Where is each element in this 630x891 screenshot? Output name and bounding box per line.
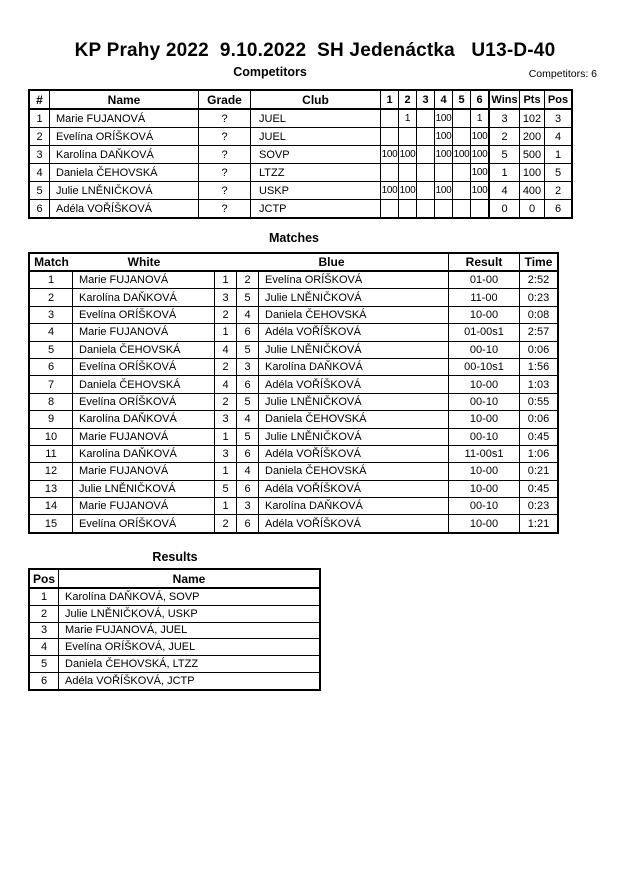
pts-cell: 0 <box>520 200 545 217</box>
pos-cell: 3 <box>554 112 562 125</box>
white-player-name: Evelína ORÍŠKOVÁ <box>73 394 215 410</box>
competitor-grade: ? <box>199 164 251 181</box>
round-6-score <box>471 200 490 217</box>
result-player-name: Marie FUJANOVÁ, JUEL <box>65 624 188 637</box>
result-row <box>30 656 319 673</box>
match-row <box>30 359 557 376</box>
blue-player-seed: 6 <box>237 481 259 497</box>
competitor-row <box>30 128 571 146</box>
round-6-score: 100 <box>471 164 490 181</box>
match-result: 00-10 <box>449 498 520 514</box>
competitor-row <box>30 200 571 217</box>
competitor-grade: ? <box>199 128 251 145</box>
white-player-seed: 3 <box>215 289 237 305</box>
result-position: 1 <box>30 589 59 605</box>
white-player-name: Marie FUJANOVÁ <box>73 272 215 288</box>
section-heading-results: Results <box>152 550 198 564</box>
competitor-name: Karolína DAŇKOVÁ <box>50 146 199 163</box>
match-number: 14 <box>30 498 73 514</box>
round-5-score <box>453 110 471 127</box>
match-result: 00-10 <box>449 342 520 358</box>
competitor-grade: ? <box>199 200 251 217</box>
white-player-seed: 2 <box>215 515 237 531</box>
match-row <box>30 307 557 324</box>
column-header-grade: Grade <box>199 91 251 108</box>
match-number: 10 <box>30 429 73 445</box>
white-player-name: Karolína DAŇKOVÁ <box>73 289 215 305</box>
white-player-seed: 3 <box>215 446 237 462</box>
match-row <box>30 515 557 531</box>
wins-cell: 2 <box>490 128 520 145</box>
white-player-seed: 2 <box>215 307 237 323</box>
column-header-round-1: 1 <box>381 91 399 108</box>
column-header-club: Club <box>251 91 381 108</box>
white-player-seed: 1 <box>215 272 237 288</box>
blue-player-name: Evelína ORÍŠKOVÁ <box>259 272 449 288</box>
white-player-seed: 1 <box>215 498 237 514</box>
competitor-number: 5 <box>30 182 50 199</box>
match-number: 15 <box>30 515 73 531</box>
competitor-name: Daniela ČEHOVSKÁ <box>50 164 199 181</box>
match-time: 0:06 <box>527 413 550 426</box>
match-number: 4 <box>30 324 73 340</box>
round-3-score <box>417 110 435 127</box>
blue-player-seed: 3 <box>237 498 259 514</box>
blue-player-name: Julie LNĚNIČKOVÁ <box>259 289 449 305</box>
match-result: 00-10 <box>449 394 520 410</box>
blue-player-seed: 6 <box>237 376 259 392</box>
match-result: 11-00s1 <box>449 446 520 462</box>
round-4-score: 100 <box>435 128 453 145</box>
round-3-score <box>417 164 435 181</box>
blue-player-name: Daniela ČEHOVSKÁ <box>259 307 449 323</box>
round-5-score <box>453 128 471 145</box>
match-result: 01-00 <box>449 272 520 288</box>
white-player-name: Evelína ORÍŠKOVÁ <box>73 359 215 375</box>
round-1-score: 100 <box>381 182 399 199</box>
match-time: 2:57 <box>527 326 550 339</box>
competitor-number: 6 <box>30 200 50 217</box>
column-header-result: Result <box>449 254 520 270</box>
round-5-score <box>453 200 471 217</box>
page-title: KP Prahy 2022 9.10.2022 SH Jedenáctka U13-D-40 <box>74 40 556 61</box>
column-header-number: # <box>30 91 50 108</box>
round-6-score: 100 <box>471 128 490 145</box>
match-number: 5 <box>30 342 73 358</box>
competitor-club: SOVP <box>251 146 381 163</box>
blue-player-name: Adéla VOŘÍŠKOVÁ <box>259 376 449 392</box>
competitor-club: JCTP <box>251 200 381 217</box>
match-number: 3 <box>30 307 73 323</box>
pos-cell: 2 <box>554 184 562 197</box>
matches-table <box>28 252 559 534</box>
match-result: 10-00 <box>449 481 520 497</box>
round-5-score <box>453 164 471 181</box>
match-number: 9 <box>30 411 73 427</box>
section-heading-matches: Matches <box>268 231 320 245</box>
white-player-name: Daniela ČEHOVSKÁ <box>73 376 215 392</box>
match-result: 01-00s1 <box>449 324 520 340</box>
pts-cell: 400 <box>520 182 545 199</box>
result-position: 6 <box>30 673 59 689</box>
match-time: 0:55 <box>527 395 550 408</box>
wins-cell: 0 <box>490 200 520 217</box>
round-5-score <box>453 182 471 199</box>
blue-player-name: Daniela ČEHOVSKÁ <box>259 463 449 479</box>
column-header-result-pos: Pos <box>30 570 59 587</box>
match-time: 0:06 <box>527 343 550 356</box>
pos-cell: 1 <box>554 148 562 161</box>
round-6-score: 100 <box>471 146 490 163</box>
blue-player-name: Adéla VOŘÍŠKOVÁ <box>259 446 449 462</box>
column-header-round-6: 6 <box>471 91 490 108</box>
blue-player-name: Adéla VOŘÍŠKOVÁ <box>259 481 449 497</box>
blue-player-seed: 5 <box>237 289 259 305</box>
match-result: 10-00 <box>449 411 520 427</box>
white-player-seed: 5 <box>215 481 237 497</box>
match-result: 10-00 <box>449 376 520 392</box>
blue-player-seed: 2 <box>237 272 259 288</box>
round-4-score <box>435 164 453 181</box>
round-3-score <box>417 146 435 163</box>
white-player-seed: 4 <box>215 376 237 392</box>
match-time: 0:23 <box>527 291 550 304</box>
competitor-name: Adéla VOŘÍŠKOVÁ <box>50 200 199 217</box>
match-time: 1:56 <box>527 361 550 374</box>
match-row <box>30 498 557 515</box>
result-row <box>30 639 319 656</box>
match-time: 1:06 <box>527 448 550 461</box>
blue-player-seed: 6 <box>237 515 259 531</box>
round-3-score <box>417 200 435 217</box>
competitor-name: Evelína ORÍŠKOVÁ <box>50 128 199 145</box>
competitor-grade: ? <box>199 182 251 199</box>
round-1-score <box>381 128 399 145</box>
competitor-club: LTZZ <box>251 164 381 181</box>
white-player-name: Evelína ORÍŠKOVÁ <box>73 515 215 531</box>
column-header-white: White <box>127 255 161 269</box>
section-heading-competitors: Competitors <box>233 65 307 79</box>
white-player-name: Karolína DAŇKOVÁ <box>73 411 215 427</box>
competitor-row <box>30 146 571 164</box>
result-row <box>30 589 319 606</box>
results-header-row <box>30 570 319 589</box>
result-player-name: Daniela ČEHOVSKÁ, LTZZ <box>65 658 199 671</box>
competitors-count: Competitors: 6 <box>528 68 597 80</box>
result-row <box>30 673 319 689</box>
round-2-score <box>399 200 417 217</box>
competitor-number: 2 <box>30 128 50 145</box>
round-2-score: 100 <box>399 182 417 199</box>
white-player-seed: 2 <box>215 394 237 410</box>
round-2-score: 1 <box>399 110 417 127</box>
round-4-score: 100 <box>435 146 453 163</box>
blue-player-seed: 4 <box>237 411 259 427</box>
match-number: 7 <box>30 376 73 392</box>
result-row <box>30 623 319 640</box>
result-row <box>30 606 319 623</box>
competitor-club: USKP <box>251 182 381 199</box>
match-time: 0:45 <box>527 482 550 495</box>
match-row <box>30 481 557 498</box>
competitor-row <box>30 110 571 128</box>
column-header-time: Time <box>524 255 553 269</box>
white-player-seed: 1 <box>215 463 237 479</box>
match-result: 10-00 <box>449 307 520 323</box>
match-row <box>30 324 557 341</box>
match-row <box>30 429 557 446</box>
round-3-score <box>417 128 435 145</box>
round-1-score <box>381 110 399 127</box>
blue-player-seed: 5 <box>237 429 259 445</box>
match-time: 0:23 <box>527 500 550 513</box>
pts-cell: 500 <box>520 146 545 163</box>
white-player-name: Marie FUJANOVÁ <box>73 324 215 340</box>
competitor-grade: ? <box>199 146 251 163</box>
match-number: 8 <box>30 394 73 410</box>
round-4-score: 100 <box>435 182 453 199</box>
wins-cell: 1 <box>490 164 520 181</box>
competitors-header-row <box>30 91 571 110</box>
column-header-name: Name <box>50 91 199 108</box>
results-table <box>28 568 321 691</box>
result-position: 4 <box>30 639 59 655</box>
white-player-name: Karolína DAŇKOVÁ <box>73 446 215 462</box>
round-2-score <box>399 128 417 145</box>
column-header-pos: Pos <box>547 93 569 106</box>
column-header-pts: Pts <box>520 91 545 108</box>
column-header-wins: Wins <box>490 91 520 108</box>
round-1-score: 100 <box>381 146 399 163</box>
match-number: 6 <box>30 359 73 375</box>
match-number: 2 <box>30 289 73 305</box>
white-player-name: Marie FUJANOVÁ <box>73 463 215 479</box>
round-1-score <box>381 164 399 181</box>
blue-player-name: Adéla VOŘÍŠKOVÁ <box>259 515 449 531</box>
result-position: 2 <box>30 606 59 622</box>
blue-player-seed: 6 <box>237 446 259 462</box>
round-4-score <box>435 200 453 217</box>
match-time: 0:21 <box>527 465 550 478</box>
blue-player-name: Julie LNĚNIČKOVÁ <box>259 394 449 410</box>
blue-player-name: Karolína DAŇKOVÁ <box>259 359 449 375</box>
match-row <box>30 463 557 480</box>
match-time: 0:08 <box>527 308 550 321</box>
result-player-name: Julie LNĚNIČKOVÁ, USKP <box>65 607 198 620</box>
competitor-number: 4 <box>30 164 50 181</box>
column-header-round-3: 3 <box>417 91 435 108</box>
competitor-name: Marie FUJANOVÁ <box>50 110 199 127</box>
competitor-row <box>30 164 571 182</box>
blue-player-name: Daniela ČEHOVSKÁ <box>259 411 449 427</box>
match-result: 00-10 <box>449 429 520 445</box>
result-position: 3 <box>30 623 59 639</box>
wins-cell: 4 <box>490 182 520 199</box>
result-position: 5 <box>30 656 59 672</box>
column-header-blue: Blue <box>215 254 449 270</box>
match-number: 1 <box>30 272 73 288</box>
competitor-row <box>30 182 571 200</box>
pts-cell: 100 <box>520 164 545 181</box>
competitor-club: JUEL <box>251 128 381 145</box>
pts-cell: 200 <box>520 128 545 145</box>
blue-player-name: Julie LNĚNIČKOVÁ <box>259 342 449 358</box>
pts-cell: 102 <box>520 110 545 127</box>
round-6-score: 1 <box>471 110 490 127</box>
blue-player-seed: 5 <box>237 342 259 358</box>
round-4-score: 100 <box>435 110 453 127</box>
match-time: 1:21 <box>527 517 550 530</box>
round-5-score: 100 <box>453 146 471 163</box>
pos-cell: 4 <box>554 130 562 143</box>
match-row <box>30 342 557 359</box>
white-player-name: Julie LNĚNIČKOVÁ <box>73 481 215 497</box>
wins-cell: 3 <box>490 110 520 127</box>
match-row <box>30 446 557 463</box>
match-result: 10-00 <box>449 463 520 479</box>
competitor-number: 3 <box>30 146 50 163</box>
match-time: 0:45 <box>527 430 550 443</box>
blue-player-seed: 3 <box>237 359 259 375</box>
blue-player-name: Julie LNĚNIČKOVÁ <box>259 429 449 445</box>
round-1-score <box>381 200 399 217</box>
match-result: 11-00 <box>449 289 520 305</box>
match-row <box>30 289 557 306</box>
white-player-seed: 2 <box>215 359 237 375</box>
white-player-seed: 1 <box>215 429 237 445</box>
match-result: 00-10s1 <box>449 359 520 375</box>
white-player-name: Daniela ČEHOVSKÁ <box>73 342 215 358</box>
round-2-score <box>399 164 417 181</box>
column-header-result-name: Name <box>172 571 206 586</box>
match-number: 11 <box>30 446 73 462</box>
blue-player-name: Adéla VOŘÍŠKOVÁ <box>259 324 449 340</box>
competitor-number: 1 <box>30 110 50 127</box>
blue-player-seed: 6 <box>237 324 259 340</box>
white-player-seed: 3 <box>215 411 237 427</box>
white-player-name: Marie FUJANOVÁ <box>73 498 215 514</box>
white-player-name: Marie FUJANOVÁ <box>73 429 215 445</box>
blue-player-seed: 5 <box>237 394 259 410</box>
match-row <box>30 394 557 411</box>
result-player-name: Karolína DAŇKOVÁ, SOVP <box>65 590 200 603</box>
match-row <box>30 376 557 393</box>
competitor-club: JUEL <box>251 110 381 127</box>
column-header-round-4: 4 <box>435 91 453 108</box>
pos-cell: 5 <box>554 166 562 179</box>
pos-cell: 6 <box>554 202 562 215</box>
white-player-seed: 4 <box>215 342 237 358</box>
column-header-round-2: 2 <box>399 91 417 108</box>
round-6-score: 100 <box>471 182 490 199</box>
blue-player-seed: 4 <box>237 307 259 323</box>
result-player-name: Evelína ORÍŠKOVÁ, JUEL <box>65 641 196 654</box>
column-header-round-5: 5 <box>453 91 471 108</box>
match-number: 13 <box>30 481 73 497</box>
match-time: 1:03 <box>527 378 550 391</box>
blue-player-seed: 4 <box>237 463 259 479</box>
match-row <box>30 411 557 428</box>
match-row <box>30 272 557 289</box>
match-time: 2:52 <box>527 274 550 287</box>
competitor-grade: ? <box>199 110 251 127</box>
round-3-score <box>417 182 435 199</box>
wins-cell: 5 <box>490 146 520 163</box>
match-result: 10-00 <box>449 515 520 531</box>
round-2-score: 100 <box>399 146 417 163</box>
matches-header-row <box>30 254 557 272</box>
white-player-seed: 1 <box>215 324 237 340</box>
white-player-name: Evelína ORÍŠKOVÁ <box>73 307 215 323</box>
match-number: 12 <box>30 463 73 479</box>
competitor-name: Julie LNĚNIČKOVÁ <box>50 182 199 199</box>
column-header-match: Match <box>34 255 69 269</box>
competitors-table <box>28 89 573 219</box>
blue-player-name: Karolína DAŇKOVÁ <box>259 498 449 514</box>
result-player-name: Adéla VOŘÍŠKOVÁ, JCTP <box>65 674 195 687</box>
